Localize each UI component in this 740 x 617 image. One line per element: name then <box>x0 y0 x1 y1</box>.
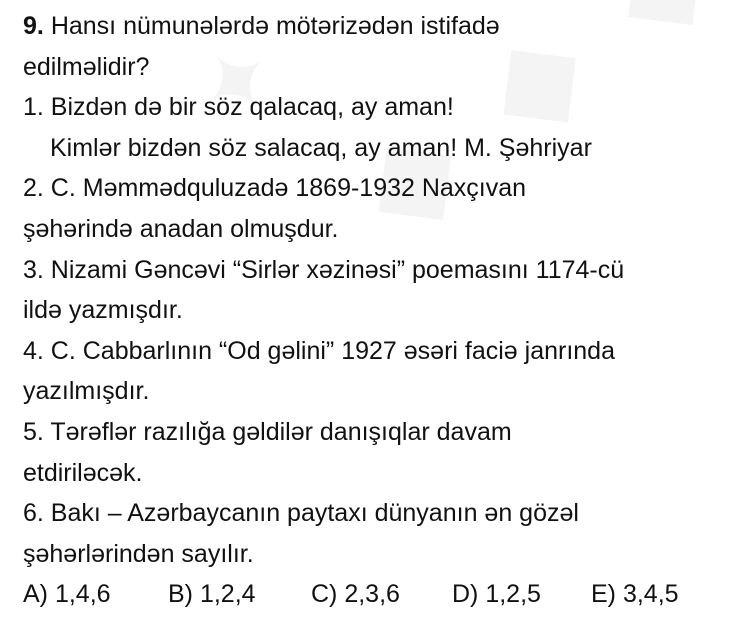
statement-3-line-1: 3. Nizami Gəncəvi “Sirlər xəzinəsi” poemasını 1174-cü <box>23 255 625 284</box>
question-stem-line-1 <box>23 6 723 47</box>
answer-option-d[interactable]: D) 1,2,5 <box>452 580 541 609</box>
statement-5-line-1: 5. Tərəflər razılığa gəldilər danışıqlar davam <box>23 417 512 446</box>
question-stem-line-2: edilməlidir? <box>23 52 150 81</box>
answer-option-e[interactable]: E) 3,4,5 <box>591 580 679 609</box>
statement-2-line-1: 2. C. Məmmədquluzadə 1869-1932 Naxçıvan <box>23 174 527 203</box>
statement-2-line-2: şəhərində anadan olmuşdur. <box>23 214 339 243</box>
statement-1-line-1: 1. Bizdən də bir söz qalacaq, ay aman! <box>23 93 454 122</box>
answer-option-a[interactable]: A) 1,4,6 <box>23 580 111 609</box>
statement-5-line-2: etdiriləcək. <box>23 458 143 487</box>
statement-6-line-1: 6. Bakı – Azərbaycanın paytaxı dünyanın ən gözəl <box>23 499 579 528</box>
statement-6-line-2: şəhərlərindən sayılır. <box>23 539 254 568</box>
statement-4-line-1: 4. C. Cabbarlının “Od gəlini” 1927 əsəri faciə janrında <box>23 336 615 365</box>
statement-1-line-2: Kimlər bizdən söz salacaq, ay aman! M. Şəhriyar <box>50 133 592 162</box>
statement-3-line-2: ildə yazmışdır. <box>23 296 183 325</box>
answer-options <box>23 574 723 615</box>
question-block <box>23 6 723 615</box>
question-number: 9. <box>23 12 44 40</box>
question-stem: Hansı nümunələrdə mötərizədən istifadə <box>50 12 500 40</box>
answer-option-b[interactable]: B) 1,2,4 <box>168 580 256 609</box>
answer-option-c[interactable]: C) 2,3,6 <box>311 580 400 609</box>
statement-4-line-2: yazılmışdır. <box>23 377 150 406</box>
